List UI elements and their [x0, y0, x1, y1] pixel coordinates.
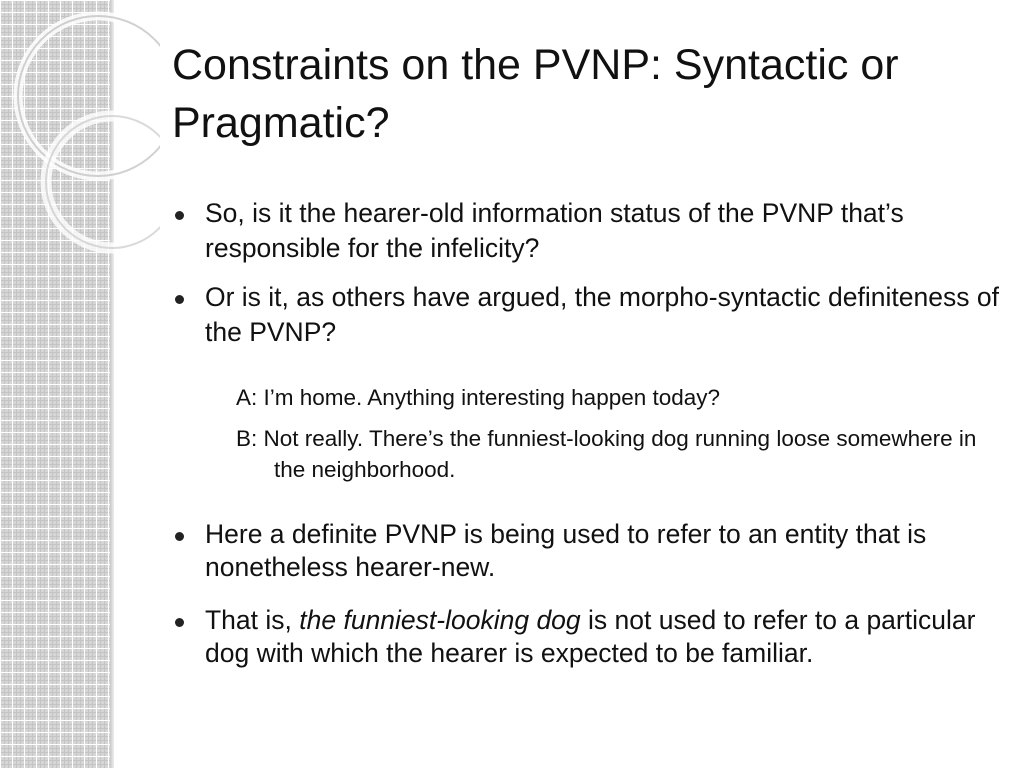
- bullet-dot-icon: [175, 211, 184, 220]
- bullet-item: [172, 518, 1002, 584]
- bullet-item: [172, 280, 1002, 350]
- bullet-dot-icon: [175, 295, 184, 304]
- bullet-dot-icon: [175, 618, 184, 627]
- bullet-list-bottom: [172, 518, 1002, 670]
- bullet-dot-icon: [175, 532, 184, 541]
- bullet-text-suffix: is not used to refer to a particular dog with which the hearer is expected to be familiar.: [205, 605, 976, 668]
- bullet-list-top: [172, 196, 1002, 350]
- bullet-item: [172, 196, 1002, 266]
- example-dialogue: [236, 382, 1006, 485]
- bullet-text-italic: the funniest-looking dog: [299, 605, 581, 635]
- bullet-text: Here a definite PVNP is being used to refer to an entity that is nonetheless hearer-new.: [205, 519, 927, 582]
- bullet-text: So, is it the hearer-old information status of the PVNP that’s responsible for the infelicity?: [205, 198, 904, 263]
- decorative-circles-icon: [0, 0, 160, 300]
- bullet-text: Or is it, as others have argued, the morpho-syntactic definiteness of the PVNP?: [205, 282, 999, 347]
- bullet-text-prefix: That is,: [205, 605, 300, 635]
- example-line-b: B: Not really. There’s the funniest-looking dog running loose somewhere in the neighborhood.: [236, 426, 977, 482]
- bullet-item: [172, 604, 1002, 670]
- slide-title: Constraints on the PVNP: Syntactic or Pragmatic?: [172, 41, 899, 147]
- example-line-a: A: I’m home. Anything interesting happen today?: [236, 385, 721, 410]
